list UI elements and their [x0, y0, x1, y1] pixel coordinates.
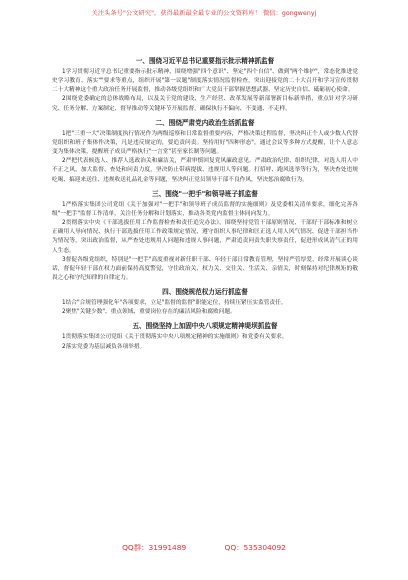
- section-1-paragraph-1: 1学习贯彻习近平总书记重要指示批示精神，围绕增强"四个意识"、坚定"四个自信"、做到"两个维护"，常态化推进党史学习教育、落实""要求等重点，组织开展"第一议题"制度落实情况监督检查，突出迎接党的二十大召开和学习宣传贯彻二十大精神这个重大政治任务开展监督，推动各级党组织和广大党员干部掌握思想武器、坚定历史自信、砥砺初心使命。: [52, 69, 358, 94]
- section-4-paragraph-2: 2聚焦"关键少数"、重点领域、重要岗位存在的廉洁风险和腐败问题。: [62, 309, 236, 316]
- header-note: 关注头条号"公文研究"，获得最新最全最专业的公文资料库！ 微信：gongwenyj: [91, 10, 317, 17]
- section-4-paragraph-1: 1结合"合规管理强化年"各项要求，立足"监督的监督"职能定位，持续压紧压实监管责任。: [62, 300, 287, 307]
- section-heading-5: 五、围绕坚持上加固中央八项规定精神堤坝抓监督: [132, 322, 278, 331]
- section-3-paragraph-3: 3督促各级党组织，特别是"一把手"高度重视对新任职干部、年轻干部日常教育管理，坚持严管厚爱，经常开展谈心谈话，督促年轻干部在权力面前保持高度警觉，守住政治关、权力关、交往关、生活关、亲情关，时刻保持对纪律规矩的敬畏之心和守纪知律的自律定力。: [52, 256, 358, 281]
- section-heading-3: 三、围绕"一把手"和领导班子抓监督: [152, 189, 258, 198]
- footer-qq-group: QQ群：31991489: [122, 543, 187, 552]
- section-3-paragraph-2: 2贯彻落实中央《干部选拔任用工作监督检查和责任追究办法》，围绕坚持党管干部原则情况、干部好干部标准和树立正确用人导向情况、执行干部选拔任用工作政策规定情况、遵守组织人事纪律和匡正选人用人风气情况、促进干部担当作为情况等，突出政治监督，从严查处违规用人问题和违规人事问题，严肃追责问责失职失察责任，促进形成风清气正的用人生态。: [52, 220, 358, 254]
- section-heading-4: 四、围绕规范权力运行抓监督: [162, 288, 248, 297]
- section-2-paragraph-2: 2严把代表候选人、推荐人选政治关和廉洁关，严肃审慎回复党风廉政意见。严肃政治纪律、组织纪律，对选人用人中不正之风，加大监督、查处和问责力度，坚决防止带病提拔、违规用人等问题。打招呼、跑风选举等行为，坚决查处违规吃喝、搞迎来送往、违规收送礼品礼金等问题，坚决纠正党员领导干部不良作风，坚决惩治腐败行为。: [52, 158, 358, 183]
- section-1-paragraph-2: 2围绕党委确定的总体战略布局，以及关于党的建设、生产经营、改革发展等新部署新目标新举措，重点针对学习研究、任务分解、方案制定、督导推动等关键环节开展监督，确保执行不偏向、不变通、不走样。: [52, 96, 358, 112]
- footer-contact: [0, 542, 408, 553]
- section-5-paragraph-2: 2落实党委为基层减负各项举措。: [62, 343, 146, 350]
- section-3-paragraph-1: 1严格落实集团公司党组《关于加强对"一把手"和领导班子成员监督的实施细则》及党委相关清单要求，细化完善各级"一把手"监督工作清单，关注任务分解和计划落实，推动各类党内监督主体同向发力。: [52, 201, 358, 217]
- section-2-paragraph-1: 1把"三重一大"决策制度执行情况作为两级巡察和日常监督重要内容，严格决策过程监督，坚决纠正个人或少数人代替党组织和班子集体作决策，凡是违反规定的，要追责问责。坚持用好"四种形态"，通过会议等多种方式提醒，让个人意志变为集体决策，提醒班子成员严格执行"一言堂"甚至家长制等问题。: [52, 130, 358, 156]
- section-heading-1: 一、围绕习近平总书记重要指示批示精神抓监督: [135, 57, 275, 65]
- document-body: [52, 26, 358, 352]
- section-5-paragraph-1: 1贯彻落实集团公司党组《关于贯彻落实中央八项规定精神的实施细则》和党委有关要求。: [62, 334, 288, 341]
- section-heading-2: 二、围绕严肃党内政治生活抓监督: [155, 118, 255, 127]
- footer-qq-number: QQ：535304092: [224, 543, 286, 552]
